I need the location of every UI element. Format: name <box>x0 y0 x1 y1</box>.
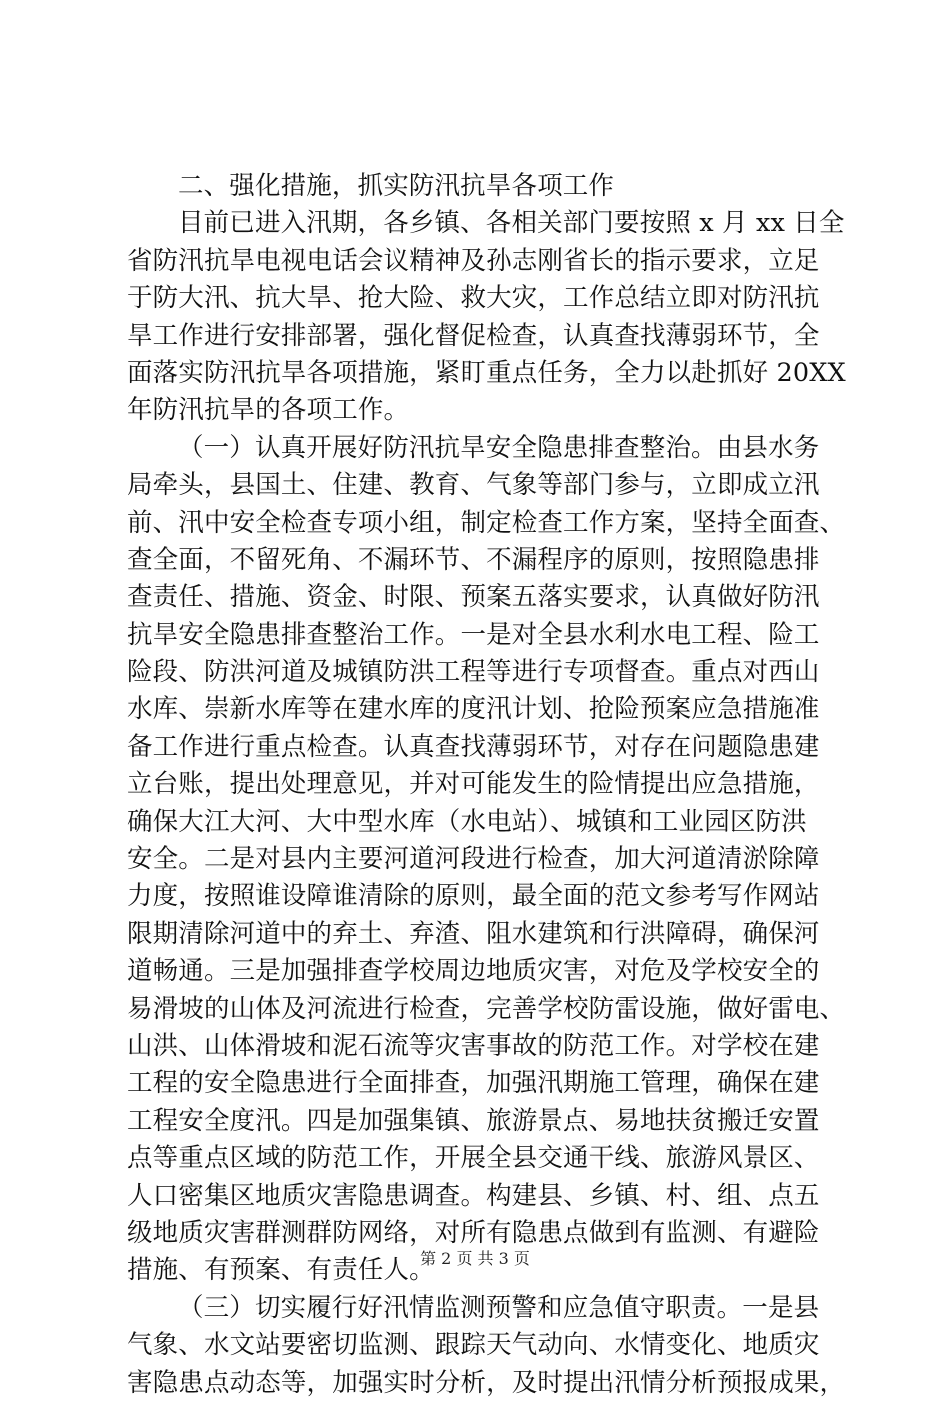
text-line: 前、汛中安全检查专项小组，制定检查工作方案，坚持全面查、 <box>127 507 846 538</box>
text-line: 安全。二是对县内主要河道河段进行检查，加大河道清淤除障 <box>127 844 820 875</box>
text-line: 二、强化措施，抓实防汛抗旱各项工作 <box>178 171 615 201</box>
text-line: 于防大汛、抗大旱、抢大险、救大灾，工作总结立即对防汛抗 <box>127 283 820 314</box>
text-line: 力度，按照谁设障谁清除的原则，最全面的范文参考写作网站 <box>127 881 820 912</box>
document-body <box>127 168 846 1402</box>
page-footer: 第 2 页 共 3 页 <box>420 1249 530 1268</box>
text-line: 限期清除河道中的弃土、弃渣、阻水建筑和行洪障碍，确保河 <box>127 918 820 949</box>
text-line: 险段、防洪河道及城镇防洪工程等进行专项督查。重点对西山 <box>127 657 820 688</box>
text-line: 面落实防汛抗旱各项措施，紧盯重点任务，全力以赴抓好 20XX <box>127 357 846 388</box>
text-line: 级地质灾害群测群防网络，对所有隐患点做到有监测、有避险 <box>127 1217 820 1248</box>
text-line: 抗旱安全隐患排查整治工作。一是对全县水利水电工程、险工 <box>127 619 820 650</box>
text-line: 查全面，不留死角、不漏环节、不漏程序的原则，按照隐患排 <box>127 544 820 575</box>
text-line: 目前已进入汛期，各乡镇、各相关部门要按照 x 月 xx 日全 <box>178 208 845 239</box>
text-line: （三）切实履行好汛情监测预警和应急值守职责。一是县 <box>178 1292 820 1323</box>
text-line: （一）认真开展好防汛抗旱安全隐患排查整治。由县水务 <box>178 432 820 463</box>
text-line: 害隐患点动态等，加强实时分析，及时提出汛情分析预报成果， <box>127 1367 846 1398</box>
text-line: 山洪、山体滑坡和泥石流等灾害事故的防范工作。对学校在建 <box>127 1030 820 1061</box>
text-line: 旱工作进行安排部署，强化督促检查，认真查找薄弱环节，全 <box>127 320 820 351</box>
text-line: 查责任、措施、资金、时限、预案五落实要求，认真做好防汛 <box>127 582 820 613</box>
text-line: 人口密集区地质灾害隐患调查。构建县、乡镇、村、组、点五 <box>127 1180 820 1211</box>
text-line: 气象、水文站要密切监测、跟踪天气动向、水情变化、地质灾 <box>127 1330 820 1361</box>
text-line: 省防汛抗旱电视电话会议精神及孙志刚省长的指示要求，立足 <box>127 245 820 276</box>
text-line: 局牵头，县国土、住建、教育、气象等部门参与，立即成立汛 <box>127 470 820 501</box>
text-line: 年防汛抗旱的各项工作。 <box>127 395 410 426</box>
text-line: 立台账，提出处理意见，并对可能发生的险情提出应急措施， <box>127 769 820 800</box>
text-line: 易滑坡的山体及河流进行检查，完善学校防雷设施，做好雷电、 <box>127 993 846 1024</box>
text-line: 工程安全度汛。四是加强集镇、旅游景点、易地扶贫搬迁安置 <box>127 1105 820 1136</box>
text-line: 备工作进行重点检查。认真查找薄弱环节，对存在问题隐患建 <box>127 731 820 762</box>
text-line: 点等重点区域的防范工作，开展全县交通干线、旅游风景区、 <box>127 1143 820 1174</box>
text-line: 确保大江大河、大中型水库（水电站）、城镇和工业园区防洪 <box>127 806 807 837</box>
text-line: 工程的安全隐患进行全面排查，加强汛期施工管理，确保在建 <box>127 1068 820 1099</box>
text-line: 措施、有预案、有责任人。 <box>127 1255 435 1286</box>
text-line: 水库、崇新水库等在建水库的度汛计划、抢险预案应急措施准 <box>127 694 820 725</box>
text-line: 道畅通。三是加强排查学校周边地质灾害，对危及学校安全的 <box>127 956 820 987</box>
